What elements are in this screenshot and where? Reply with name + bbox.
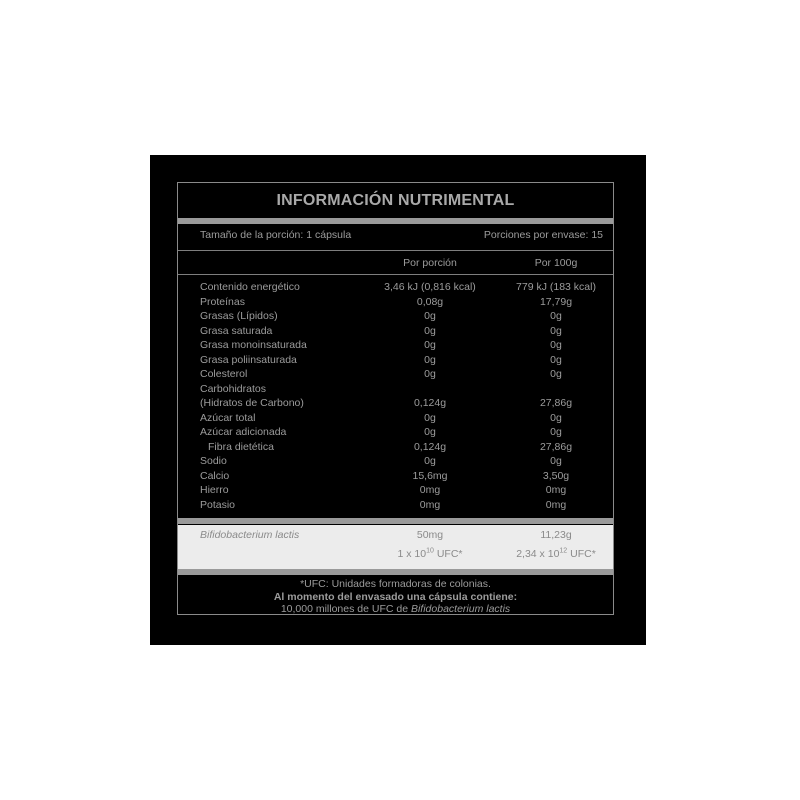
header-divider <box>178 250 613 251</box>
ufc-unit: UFC* <box>567 548 596 560</box>
nutrient-name: Grasa monoinsaturada <box>200 339 307 351</box>
nutrient-name: Hierro <box>200 484 229 496</box>
nutrient-name: Fibra dietética <box>208 440 274 453</box>
per-serving-value: 0mg <box>419 484 441 496</box>
per-serving-value: 3,46 kJ (0,816 kcal) <box>384 281 476 293</box>
per-serving-value: 0g <box>424 426 436 438</box>
per-100g-value: 0g <box>550 324 562 337</box>
ufc-exponent: 12 <box>559 547 568 555</box>
per-100g-value: 0g <box>550 368 562 380</box>
per-serving-value: 15,6mg <box>412 469 448 482</box>
per-serving-value: 0,08g <box>416 295 444 308</box>
nutrient-name: Grasas (Lípidos) <box>200 310 278 322</box>
nutrient-name: Grasa saturada <box>200 324 273 337</box>
ufc-exponent: 10 <box>426 547 434 555</box>
per-serving-value: 0g <box>424 339 436 351</box>
ufc-base: 2,34 x 10 <box>516 548 560 560</box>
bifido-top-divider <box>178 518 613 524</box>
bifido-ufc-per-100g <box>494 547 618 562</box>
footnote-count-text: 10,000 millones de UFC de <box>280 603 411 615</box>
per-100g-value: 17,79g <box>539 295 573 308</box>
per-serving-value: 0g <box>424 310 436 322</box>
per-100g-value: 0g <box>550 353 562 366</box>
per-serving-value: 0g <box>424 368 436 380</box>
bifido-ufc-per-serving <box>370 547 490 562</box>
nutrient-name: Calcio <box>200 469 230 482</box>
nutrient-name: Azúcar adicionada <box>200 426 287 438</box>
bifido-per-100g: 11,23g <box>540 529 572 541</box>
per-100g-value: 0g <box>550 310 562 322</box>
nutrient-name: Sodio <box>200 455 227 467</box>
label-panel <box>150 155 646 645</box>
nutrient-name: Contenido energético <box>200 281 300 293</box>
per-100g-value: 0g <box>550 426 562 438</box>
nutrient-name: Carbohidratos <box>200 382 266 395</box>
ufc-unit: UFC* <box>433 548 463 560</box>
per-serving-value: 0g <box>424 455 436 467</box>
nutrient-name: Colesterol <box>200 368 248 380</box>
columns-divider <box>178 274 613 275</box>
per-100g-value: 3,50g <box>542 469 570 482</box>
per-100g-value: 779 kJ (183 kcal) <box>516 281 596 293</box>
servings-per-container: Porciones por envase: 15 <box>483 229 603 241</box>
per-serving-value: 0,124g <box>413 440 447 453</box>
footnote-strain: Bifidobacterium lactis <box>410 603 511 615</box>
per-100g-value: 0mg <box>545 498 567 511</box>
bifido-per-serving: 50mg <box>416 529 444 541</box>
per-serving-value: 0mg <box>419 498 441 511</box>
nutrient-name: (Hidratos de Carbono) <box>200 397 304 409</box>
nutrition-table <box>177 182 614 615</box>
per-100g-value: 0mg <box>545 484 567 496</box>
per-100g-value: 27,86g <box>539 397 573 409</box>
per-serving-value: 0g <box>424 353 436 366</box>
table-title: INFORMACIÓN NUTRIMENTAL <box>276 192 515 209</box>
ufc-base: 1 x 10 <box>397 548 427 560</box>
column-header-per-serving: Por porción <box>403 257 457 269</box>
title-divider <box>178 218 613 224</box>
per-100g-value: 0g <box>550 455 562 467</box>
footnote-capsule-statement: Al momento del envasado una cápsula contiene: <box>273 590 518 603</box>
column-header-per-100g: Por 100g <box>534 257 578 269</box>
per-serving-value: 0g <box>424 411 436 424</box>
bifido-row <box>178 525 613 569</box>
nutrient-name: Proteínas <box>200 295 245 308</box>
per-100g-value: 0g <box>550 339 562 351</box>
per-100g-value: 0g <box>550 411 562 424</box>
serving-size: Tamaño de la porción: 1 cápsula <box>200 229 352 241</box>
per-serving-value: 0g <box>424 324 436 337</box>
nutrient-name: Grasa poliinsaturada <box>200 353 297 366</box>
bifido-bottom-divider <box>178 569 613 575</box>
per-100g-value: 27,86g <box>539 440 573 453</box>
footnote-ufc-definition: *UFC: Unidades formadoras de colonias. <box>300 578 491 590</box>
nutrient-name: Potasio <box>200 498 236 511</box>
bifido-name: Bifidobacterium lactis <box>200 529 300 541</box>
per-serving-value: 0,124g <box>413 397 447 409</box>
footnote-capsule-count <box>178 603 613 616</box>
nutrient-name: Azúcar total <box>200 411 256 424</box>
